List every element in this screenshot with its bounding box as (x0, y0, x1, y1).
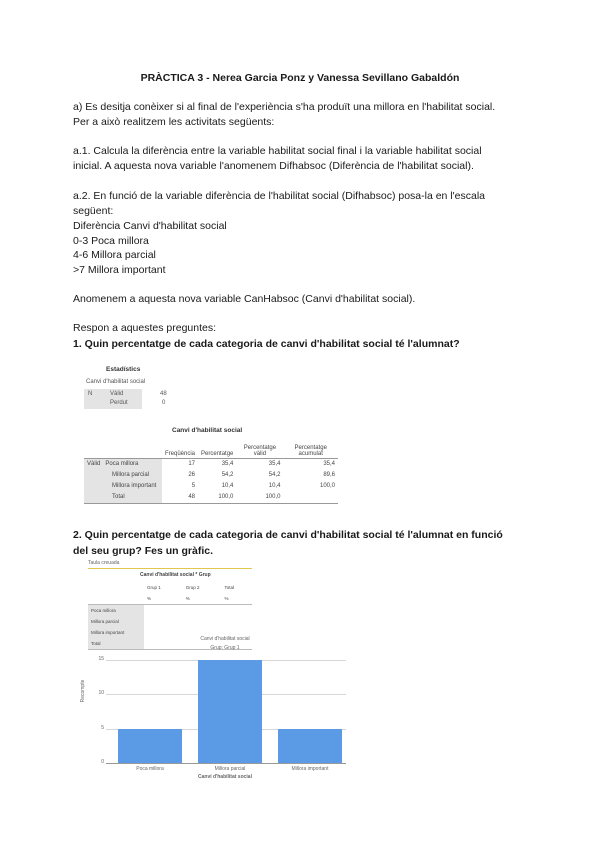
stats-n-label: N (88, 391, 93, 397)
crosstab-cell (183, 605, 222, 617)
crosstab-cell (222, 616, 252, 627)
crosstab-sub-header: % (185, 596, 190, 601)
crosstab-sub-header: % (147, 596, 152, 601)
frequency-table (84, 440, 338, 504)
x-tick-label: Millora important (291, 766, 329, 772)
freq-cell: 5 (191, 483, 196, 489)
crosstab-cell (183, 616, 222, 627)
freq-header: Freqüència (165, 450, 196, 457)
freq-cell: 35,4 (221, 461, 234, 467)
freq-group-label: Vàlid (87, 461, 101, 467)
stats-valid-value: 48 (160, 391, 167, 397)
crosstab-title: Canvi d'habilitat social * Grup (140, 572, 211, 578)
y-tick-label: 15 (98, 655, 104, 662)
freq-cell: 54,2 (268, 472, 281, 478)
freq-cell: 100,0 (319, 483, 335, 489)
freq-row-label: Vàlid Poca millora (84, 458, 162, 470)
freq-row-label: Millora parcial (84, 470, 162, 481)
chart-ylabel: Recompte (80, 679, 86, 703)
crosstab-divider (88, 568, 252, 569)
intro-a2-line2: següent: (73, 205, 114, 217)
bar (118, 729, 182, 763)
intro-a1-line2: inicial. A aquesta nova variable l'anomenem Difhabsoc (Diferència de l'habilitat social). (73, 160, 474, 172)
intro-a-line2: Per a això realitzem les activitats següents: (73, 116, 275, 128)
intro-a-line1: a) Es desitja conèixer si al final de l'experiència s'ha produït una millora en l'habilitat social. (73, 101, 496, 113)
freq-cell: 54,2 (221, 472, 234, 478)
freq-cell: 10,4 (268, 483, 281, 489)
freq-row-label: Millora important (84, 481, 162, 492)
crosstab-row-label: Poca millora (88, 605, 144, 617)
bar (198, 660, 262, 763)
chart-title: Canvi d'habilitat social (200, 636, 250, 642)
freq-cell: 100,0 (265, 494, 281, 500)
crosstab-cell (144, 605, 183, 617)
stats-valid-label: Vàlid (110, 391, 124, 397)
page-title: PRÀCTICA 3 - Nerea Garcia Ponz y Vanessa Sevillano Gabaldón (140, 72, 460, 84)
stats-missing-value: 0 (162, 400, 166, 406)
freq-cell: 35,4 (268, 461, 281, 467)
freq-header: Percentatge acumulat (294, 444, 327, 457)
crosstab-row-label: Millora important (88, 627, 144, 638)
crosstab-col-header: Grup 1 (147, 585, 161, 590)
stats-title: Estadístics (106, 366, 141, 373)
crosstab-cell (144, 616, 183, 627)
crosstab-cell (144, 627, 183, 638)
x-tick-label: Poca millora (136, 766, 164, 772)
intro-a2-line1: a.2. En funció de la variable diferència de l'habilitat social (Difhabsoc) posa-la en l'escala (73, 190, 485, 202)
question-2-line1: 2. Quin percentatge de cada categoria de canvi d'habilitat social té l'alumnat en funció (73, 529, 503, 541)
freq-cell: 100,0 (218, 494, 234, 500)
freq-cell: 48 (188, 494, 196, 500)
respond-text: Respon a aquestes preguntes: (73, 322, 217, 334)
question-1: 1. Quin percentatge de cada categoria de canvi d'habilitat social té l'alumnat? (73, 338, 460, 350)
x-axis (106, 763, 346, 764)
y-tick-label: 10 (98, 690, 104, 697)
freq-cell (283, 492, 338, 504)
chart-subtitle: Grup: Grup 1 (210, 645, 240, 651)
crosstab-col-header: Total (224, 585, 235, 590)
question-2-line2: del seu grup? Fes un gràfic. (73, 545, 214, 557)
y-tick-label: 5 (101, 724, 104, 731)
crosstab-cell (222, 605, 252, 617)
freq-title: Canvi d'habilitat social (172, 427, 243, 434)
freq-header: Percentatge vàlid (243, 444, 277, 457)
freq-header: Percentatge (201, 450, 234, 457)
x-tick-label: Millora parcial (214, 766, 246, 772)
scale-item: 0-3 Poca millora (73, 235, 149, 247)
freq-cell: 89,6 (323, 472, 335, 478)
bar (278, 729, 342, 763)
freq-cell: 26 (188, 472, 196, 478)
naming-text: Anomenem a aquesta nova variable CanHabsoc (Canvi d'habilitat social). (73, 293, 416, 305)
y-tick-label: 0 (101, 759, 104, 765)
crosstab-row-label: Total (88, 638, 144, 650)
scale-header: Diferència Canvi d'habilitat social (73, 220, 227, 232)
scale-item: 4-6 Millora parcial (73, 249, 156, 261)
crosstab-caption: Taula creuada (88, 560, 120, 566)
crosstab-row-label: Millora parcial (88, 616, 144, 627)
freq-cell: 17 (188, 461, 196, 467)
freq-row-label: Total (84, 492, 162, 504)
freq-cell: 10,4 (221, 483, 234, 489)
crosstab-sub-header: % (224, 596, 229, 601)
stats-missing-label: Perdut (110, 400, 128, 406)
intro-a1-line1: a.1. Calcula la diferència entre la variable habilitat social final i la variable habilitat social (73, 145, 482, 157)
stats-subtitle: Canvi d'habilitat social (86, 379, 146, 385)
crosstab-cell (144, 638, 183, 650)
freq-cell: 35,4 (323, 461, 335, 467)
chart-xlabel: Canvi d'habilitat social (198, 774, 252, 780)
scale-item: >7 Millora important (73, 264, 166, 276)
crosstab-col-header: Grup 2 (185, 585, 200, 590)
